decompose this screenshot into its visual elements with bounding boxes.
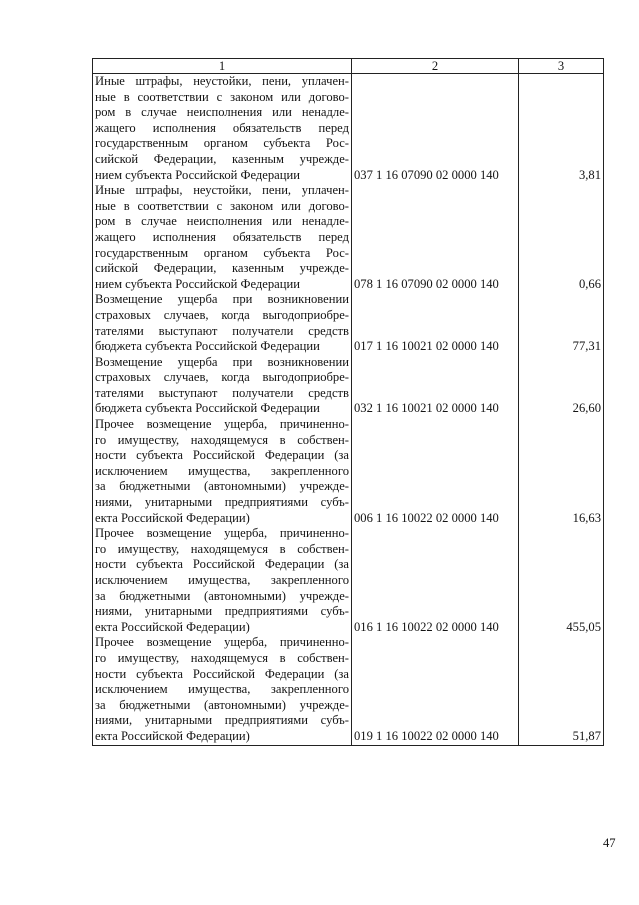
header-col-2: 2 (352, 59, 519, 74)
description-line: Прочее возмещение ущерба, причиненно- (95, 526, 349, 541)
description-line: ром в случае неисполнения или ненадле- (95, 105, 349, 120)
description-line: бюджета субъекта Российской Федерации (95, 339, 320, 354)
description-line: жащего исполнения обязательств перед (95, 120, 349, 135)
table-row (93, 417, 604, 526)
description-line: нием субъекта Российской Федерации (95, 167, 300, 182)
description-line: за бюджетными (автономными) учрежде- (95, 588, 349, 603)
description-line: тателями выступают получатели средств (95, 385, 349, 400)
description-line: страховых случаев, когда выгодоприобре- (95, 307, 349, 322)
header-row (93, 59, 604, 74)
description-line: Возмещение ущерба при возникновении (95, 354, 349, 369)
table-row (93, 635, 604, 745)
description-line: екта Российской Федерации) (95, 510, 250, 525)
description-line: сийской Федерации, казенным учрежде- (95, 261, 349, 276)
budget-classification-code: 017 1 16 10021 02 0000 140 (352, 292, 519, 354)
row-description (93, 355, 352, 417)
description-line: исключением имущества, закрепленного (95, 682, 349, 697)
description-line: Прочее возмещение ущерба, причиненно- (95, 417, 349, 432)
description-line: го имуществу, находящемуся в собствен- (95, 541, 349, 556)
budget-classification-code: 006 1 16 10022 02 0000 140 (352, 417, 519, 526)
description-line: го имуществу, находящемуся в собствен- (95, 650, 349, 665)
description-line: исключением имущества, закрепленного (95, 463, 349, 478)
row-description (93, 292, 352, 354)
row-description (93, 526, 352, 635)
description-line: го имуществу, находящемуся в собствен- (95, 432, 349, 447)
header-col-3: 3 (519, 59, 604, 74)
row-description (93, 417, 352, 526)
description-line: тателями выступают получатели средств (95, 323, 349, 338)
table-row (93, 74, 604, 184)
description-line: ниями, унитарными предприятиями субъ- (95, 604, 349, 619)
description-line: Иные штрафы, неустойки, пени, уплачен- (95, 74, 349, 88)
description-line: нием субъекта Российской Федерации (95, 276, 300, 291)
description-line: ности субъекта Российской Федерации (за (95, 448, 349, 463)
description-line: государственным органом субъекта Рос- (95, 136, 349, 151)
description-line: Прочее возмещение ущерба, причиненно- (95, 635, 349, 650)
description-line: ниями, унитарными предприятиями субъ- (95, 713, 349, 728)
description-line: исключением имущества, закрепленного (95, 573, 349, 587)
description-line: Возмещение ущерба при возникновении (95, 292, 349, 307)
description-line: бюджета субъекта Российской Федерации (95, 401, 320, 416)
description-line: ром в случае неисполнения или ненадле- (95, 214, 349, 229)
amount: 26,60 (519, 355, 604, 417)
row-description (93, 74, 352, 184)
description-line: сийской Федерации, казенным учрежде- (95, 151, 349, 166)
amount: 455,05 (519, 526, 604, 635)
table-body (93, 74, 604, 746)
budget-classification-code: 019 1 16 10022 02 0000 140 (352, 635, 519, 745)
description-line: страховых случаев, когда выгодоприобре- (95, 370, 349, 385)
header-col-1: 1 (93, 59, 352, 74)
revenue-table (92, 58, 604, 746)
description-line: ниями, унитарными предприятиями субъ- (95, 495, 349, 510)
amount: 0,66 (519, 183, 604, 292)
budget-classification-code: 078 1 16 07090 02 0000 140 (352, 183, 519, 292)
table-row (93, 526, 604, 635)
description-line: за бюджетными (автономными) учрежде- (95, 697, 349, 712)
description-line: государственным органом субъекта Рос- (95, 245, 349, 260)
description-line: ности субъекта Российской Федерации (за (95, 666, 349, 681)
budget-classification-code: 016 1 16 10022 02 0000 140 (352, 526, 519, 635)
row-description (93, 183, 352, 292)
description-line: екта Российской Федерации) (95, 728, 250, 743)
table-header (93, 59, 604, 74)
description-line: за бюджетными (автономными) учрежде- (95, 479, 349, 494)
amount: 3,81 (519, 74, 604, 184)
page-number: 47 (603, 836, 616, 850)
amount: 77,31 (519, 292, 604, 354)
amount: 16,63 (519, 417, 604, 526)
table-row (93, 292, 604, 354)
budget-classification-code: 037 1 16 07090 02 0000 140 (352, 74, 519, 184)
table-row (93, 183, 604, 292)
amount: 51,87 (519, 635, 604, 745)
row-description (93, 635, 352, 745)
description-line: екта Российской Федерации) (95, 619, 250, 634)
description-line: ности субъекта Российской Федерации (за (95, 557, 349, 572)
description-line: жащего исполнения обязательств перед (95, 229, 349, 244)
description-line: ные в соответствии с законом или догово- (95, 89, 349, 104)
table-row (93, 355, 604, 417)
description-line: ные в соответствии с законом или догово- (95, 198, 349, 213)
description-line: Иные штрафы, неустойки, пени, уплачен- (95, 183, 349, 198)
budget-classification-code: 032 1 16 10021 02 0000 140 (352, 355, 519, 417)
